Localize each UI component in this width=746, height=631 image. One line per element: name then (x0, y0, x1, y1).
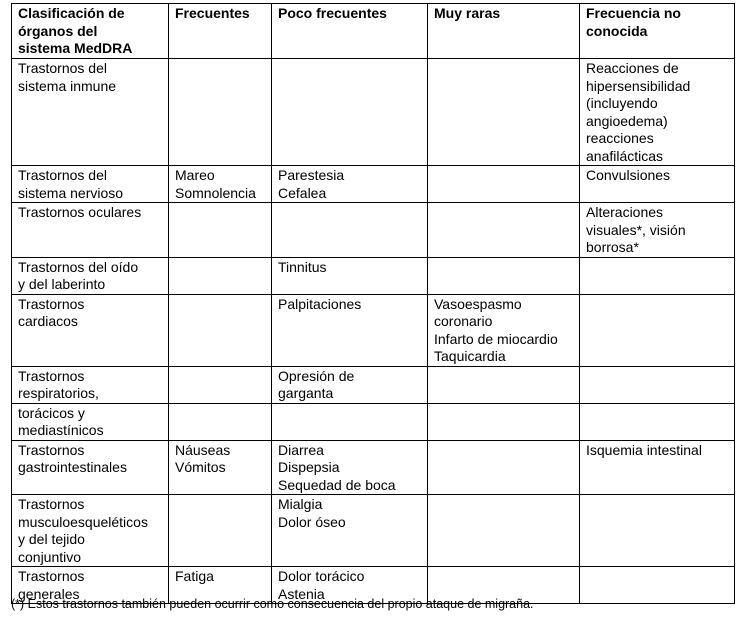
cell-frequent (169, 366, 272, 403)
cell-line: Fatiga (175, 568, 214, 584)
cell-line: (incluyendo (586, 95, 658, 111)
cell-unknown-frequency (580, 294, 735, 366)
cell-frequent (169, 166, 272, 203)
cell-line: Trastornos del oído (18, 258, 139, 275)
cell-line: Trastornos oculares (18, 204, 142, 220)
cell-line: Cefalea (278, 184, 327, 201)
cell-line: Infarto de miocardio (434, 330, 558, 347)
header-frequent: Frecuentes (169, 4, 272, 59)
footnote: (*) Estos trastornos también pueden ocurrir como consecuencia del propio ataque de migraña. (11, 597, 534, 611)
cell-line: respiratorios, (18, 385, 99, 401)
cell-line: anafilácticas (586, 147, 664, 164)
cell-line: gastrointestinales (18, 459, 127, 475)
cell-organ-class (12, 440, 169, 495)
cell-line: cardiacos (18, 313, 78, 329)
cell-uncommon (272, 166, 428, 203)
table-row (12, 59, 735, 166)
cell-line: Dolor óseo (278, 513, 346, 530)
cell-line: Sequedad de boca (278, 476, 396, 493)
cell-very-rare (428, 257, 580, 294)
cell-organ-class (12, 257, 169, 294)
cell-line: Náuseas (175, 441, 231, 458)
table-row (12, 294, 735, 366)
cell-unknown-frequency (580, 203, 735, 258)
cell-line: angioedema) (586, 112, 668, 129)
cell-line: coronario (434, 313, 493, 329)
cell-line: Mialgia (278, 496, 323, 512)
cell-line: sistema inmune (18, 77, 117, 94)
cell-line: Trastornos (18, 496, 85, 512)
cell-line: garganta (278, 385, 334, 401)
header-row (12, 4, 735, 59)
cell-very-rare (428, 366, 580, 403)
cell-line: Taquicardia (434, 348, 506, 364)
cell-uncommon (272, 294, 428, 366)
table-row (12, 203, 735, 258)
cell-frequent (169, 203, 272, 258)
cell-organ-class (12, 366, 169, 403)
cell-line: conjuntivo (18, 548, 82, 565)
cell-line: Mareo (175, 167, 215, 183)
table-row (12, 440, 735, 495)
cell-organ-class (12, 59, 169, 166)
cell-frequent (169, 294, 272, 366)
cell-line: Convulsiones (586, 167, 671, 183)
cell-line: reacciones (586, 130, 654, 146)
cell-line: y del tejido (18, 531, 85, 547)
cell-uncommon (272, 203, 428, 258)
cell-organ-class (12, 294, 169, 366)
cell-line: borrosa* (586, 239, 639, 255)
cell-line: Trastornos (18, 295, 85, 312)
cell-line: Opresión de (278, 367, 355, 384)
cell-frequent (169, 495, 272, 567)
cell-organ-class (12, 495, 169, 567)
cell-line: Isquemia intestinal (586, 441, 702, 458)
cell-line: musculoesqueléticos (18, 513, 148, 530)
header-very-rare: Muy raras (428, 4, 580, 59)
table-row (12, 495, 735, 567)
cell-line: Astenia (278, 585, 325, 602)
cell-very-rare (428, 166, 580, 203)
cell-line: Trastornos del (18, 167, 107, 183)
cell-line: Vasoespasmo (434, 295, 522, 312)
header-organ-class: Clasificación de órganos del sistema MedDRA (12, 4, 169, 59)
cell-line: generales (18, 585, 80, 602)
cell-line: Palpitaciones (278, 295, 362, 312)
cell-frequent (169, 257, 272, 294)
cell-line: Trastornos (18, 568, 85, 584)
cell-unknown-frequency (580, 495, 735, 567)
cell-line: Trastornos (18, 367, 85, 384)
cell-uncommon (272, 257, 428, 294)
cell-organ-class (12, 203, 169, 258)
cell-very-rare (428, 440, 580, 495)
cell-line: Trastornos (18, 441, 85, 458)
cell-unknown-frequency (580, 366, 735, 403)
cell-unknown-frequency (580, 567, 735, 604)
cell-uncommon (272, 495, 428, 567)
cell-very-rare (428, 59, 580, 166)
cell-uncommon (272, 59, 428, 166)
cell-uncommon (272, 403, 428, 440)
cell-line: torácicos y (18, 404, 85, 421)
cell-line: Dispepsia (278, 459, 340, 475)
cell-frequent (169, 403, 272, 440)
cell-line: Diarrea (278, 441, 324, 458)
cell-line: Somnolencia (175, 184, 256, 201)
cell-line: Dolor torácico (278, 568, 365, 584)
cell-line: Trastornos del (18, 60, 107, 76)
table-row (12, 257, 735, 294)
cell-uncommon (272, 366, 428, 403)
cell-unknown-frequency (580, 257, 735, 294)
cell-line: sistema nervioso (18, 184, 124, 201)
cell-line: visuales*, visión (586, 221, 686, 238)
table-row (12, 166, 735, 203)
cell-organ-class (12, 166, 169, 203)
table-row (12, 366, 735, 403)
adverse-reactions-table (11, 3, 735, 604)
header-uncommon: Poco frecuentes (272, 4, 428, 59)
cell-very-rare (428, 294, 580, 366)
cell-frequent (169, 440, 272, 495)
cell-line: y del laberinto (18, 276, 106, 292)
cell-unknown-frequency (580, 59, 735, 166)
cell-line: Vómitos (175, 459, 226, 475)
cell-organ-class (12, 403, 169, 440)
cell-frequent (169, 59, 272, 166)
cell-uncommon (272, 440, 428, 495)
cell-very-rare (428, 203, 580, 258)
cell-line: Tinnitus (278, 258, 327, 275)
cell-unknown-frequency (580, 166, 735, 203)
cell-very-rare (428, 403, 580, 440)
cell-line: Reacciones de (586, 60, 679, 76)
cell-very-rare (428, 495, 580, 567)
header-unknown-frequency: Frecuencia no conocida (580, 4, 735, 59)
cell-unknown-frequency (580, 403, 735, 440)
table-row (12, 403, 735, 440)
cell-line: Parestesia (278, 167, 345, 183)
cell-line: Alteraciones (586, 204, 664, 220)
cell-unknown-frequency (580, 440, 735, 495)
cell-line: hipersensibilidad (586, 77, 691, 94)
cell-line: mediastínicos (18, 422, 104, 438)
